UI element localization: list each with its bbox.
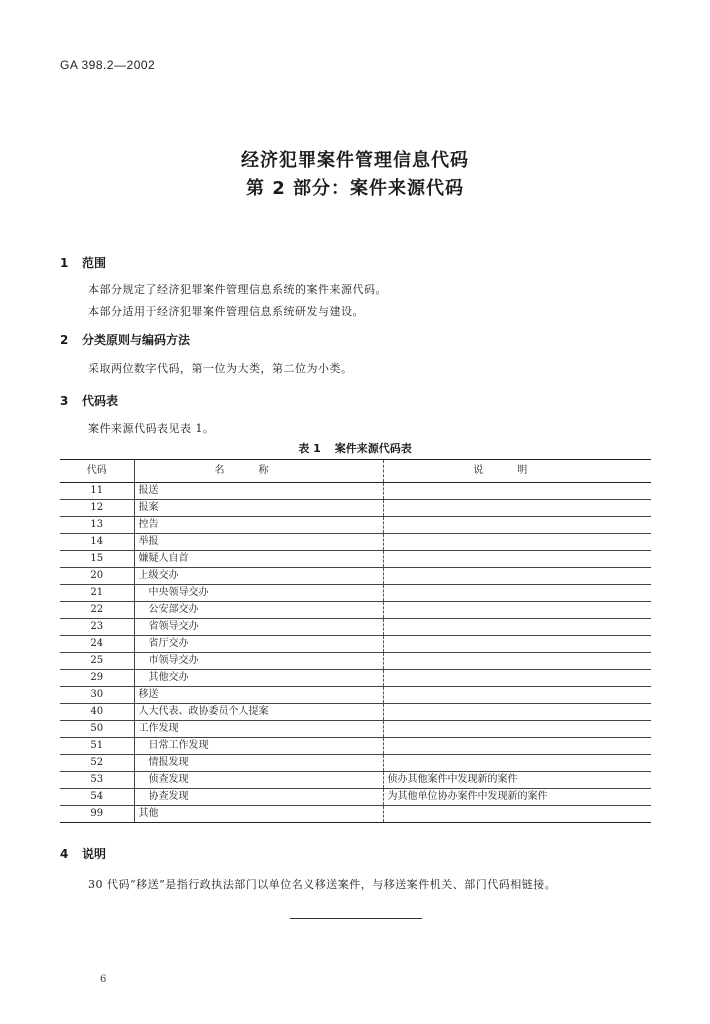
row-code: 40	[60, 704, 134, 721]
section-1-heading	[60, 254, 106, 271]
table-body	[60, 483, 651, 823]
section-title: 代码表	[82, 394, 119, 408]
title-line-2: 第 2 部分：案件来源代码	[245, 178, 465, 199]
row-note	[383, 653, 651, 670]
section-3-heading	[60, 392, 118, 409]
row-name: 工作发现	[134, 721, 383, 738]
row-code: 29	[60, 670, 134, 687]
row-note	[383, 602, 651, 619]
row-note	[383, 551, 651, 568]
header-name	[134, 460, 383, 483]
row-name: 报送	[134, 483, 383, 500]
row-code: 30	[60, 687, 134, 704]
table-row	[60, 568, 651, 585]
table-row	[60, 619, 651, 636]
row-note: 侦办其他案件中发现新的案件	[383, 772, 651, 789]
row-name: 市领导交办	[134, 653, 383, 670]
row-note	[383, 738, 651, 755]
row-note	[383, 721, 651, 738]
table-row	[60, 551, 651, 568]
table-caption-number: 表 1	[298, 442, 321, 455]
row-name: 侦查发现	[134, 772, 383, 789]
document-title	[0, 148, 710, 202]
footer-divider	[290, 918, 422, 919]
table-row	[60, 755, 651, 772]
row-note	[383, 687, 651, 704]
row-code: 25	[60, 653, 134, 670]
section-4-paragraph-1: 30 代码“移送”是指行政执法部门以单位名义移送案件，与移送案件机关、部门代码相链接。	[88, 878, 557, 891]
row-name: 控告	[134, 517, 383, 534]
row-note	[383, 534, 651, 551]
row-name: 嫌疑人自首	[134, 551, 383, 568]
row-code: 51	[60, 738, 134, 755]
header-note-text: 说明	[473, 465, 562, 476]
section-3-paragraph-1: 案件来源代码表见表 1。	[88, 422, 215, 435]
header-note	[383, 460, 651, 483]
table-row	[60, 500, 651, 517]
row-code: 23	[60, 619, 134, 636]
row-note	[383, 585, 651, 602]
row-name: 省厅交办	[134, 636, 383, 653]
table-row	[60, 721, 651, 738]
row-code: 11	[60, 483, 134, 500]
row-note	[383, 568, 651, 585]
row-name: 移送	[134, 687, 383, 704]
section-number: 4	[60, 847, 69, 861]
row-note	[383, 619, 651, 636]
row-code: 99	[60, 806, 134, 823]
table-row	[60, 670, 651, 687]
row-code: 50	[60, 721, 134, 738]
table-row	[60, 772, 651, 789]
table-row	[60, 483, 651, 500]
table-row	[60, 602, 651, 619]
section-2-heading	[60, 331, 190, 348]
row-note	[383, 704, 651, 721]
row-note: 为其他单位协办案件中发现新的案件	[383, 789, 651, 806]
row-name: 公安部交办	[134, 602, 383, 619]
table-row	[60, 704, 651, 721]
row-name: 协查发现	[134, 789, 383, 806]
page-number: 6	[100, 974, 107, 985]
standard-code: GA 398.2—2002	[60, 58, 156, 72]
table-row	[60, 687, 651, 704]
table-header-row	[60, 460, 651, 483]
section-number: 2	[60, 333, 69, 347]
row-code: 54	[60, 789, 134, 806]
row-name: 其他交办	[134, 670, 383, 687]
table-row	[60, 789, 651, 806]
row-note	[383, 670, 651, 687]
section-4-heading	[60, 845, 106, 862]
row-name: 报案	[134, 500, 383, 517]
row-name: 情报发现	[134, 755, 383, 772]
row-name: 其他	[134, 806, 383, 823]
section-1-paragraph-1: 本部分规定了经济犯罪案件管理信息系统的案件来源代码。	[88, 283, 387, 296]
table-row	[60, 806, 651, 823]
row-name: 省领导交办	[134, 619, 383, 636]
row-note	[383, 483, 651, 500]
table-row	[60, 738, 651, 755]
section-title: 说明	[82, 847, 107, 861]
table-caption-title: 案件来源代码表	[334, 442, 412, 455]
row-note	[383, 517, 651, 534]
title-line-1: 经济犯罪案件管理信息代码	[241, 150, 469, 171]
table-row	[60, 534, 651, 551]
section-1-paragraph-2: 本部分适用于经济犯罪案件管理信息系统研发与建设。	[88, 305, 364, 318]
row-code: 24	[60, 636, 134, 653]
row-code: 13	[60, 517, 134, 534]
row-note	[383, 806, 651, 823]
section-title: 分类原则与编码方法	[82, 333, 191, 347]
row-code: 52	[60, 755, 134, 772]
row-note	[383, 636, 651, 653]
table-row	[60, 653, 651, 670]
header-name-text: 名称	[214, 465, 303, 476]
section-number: 1	[60, 256, 69, 270]
section-number: 3	[60, 394, 69, 408]
row-name: 日常工作发现	[134, 738, 383, 755]
header-code: 代码	[60, 460, 134, 483]
row-name: 上级交办	[134, 568, 383, 585]
row-code: 12	[60, 500, 134, 517]
row-note	[383, 500, 651, 517]
row-code: 15	[60, 551, 134, 568]
source-code-table	[60, 459, 651, 823]
row-code: 22	[60, 602, 134, 619]
section-title: 范围	[82, 256, 107, 270]
table-row	[60, 636, 651, 653]
row-code: 21	[60, 585, 134, 602]
row-code: 14	[60, 534, 134, 551]
row-code: 20	[60, 568, 134, 585]
row-name: 举报	[134, 534, 383, 551]
section-2-paragraph-1: 采取两位数字代码，第一位为大类，第二位为小类。	[88, 362, 353, 375]
row-code: 53	[60, 772, 134, 789]
table-row	[60, 585, 651, 602]
table-caption	[0, 440, 710, 456]
row-name: 人大代表、政协委员个人提案	[134, 704, 383, 721]
table-row	[60, 517, 651, 534]
row-name: 中央领导交办	[134, 585, 383, 602]
row-note	[383, 755, 651, 772]
